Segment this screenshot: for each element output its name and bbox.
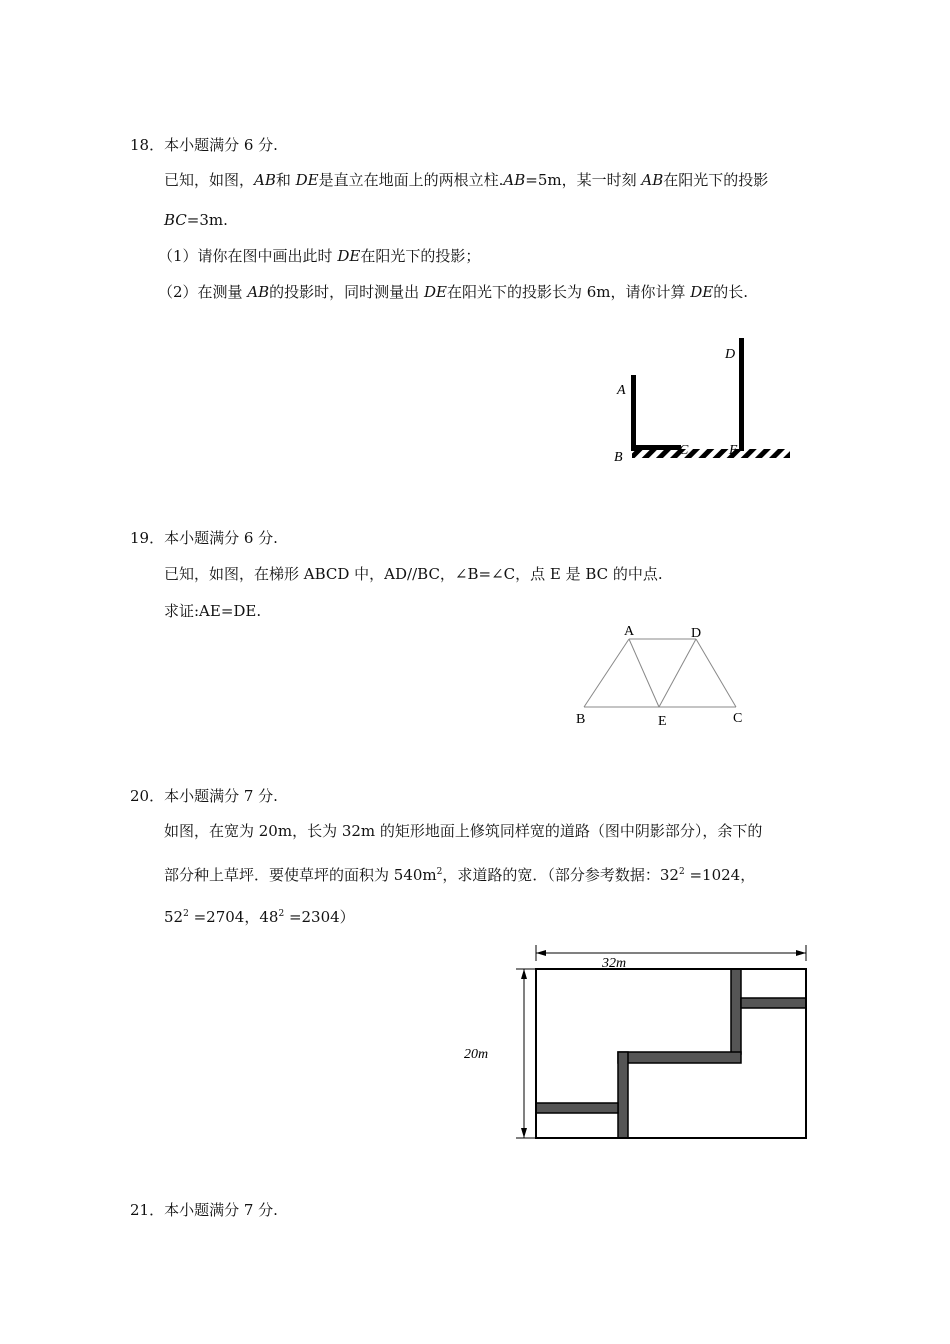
q18-header: 18．本小题满分 6 分. xyxy=(130,136,278,154)
label-a: A xyxy=(624,624,635,639)
label-d: D xyxy=(725,347,736,362)
post-ab xyxy=(631,375,636,451)
q20-figure xyxy=(450,935,820,1145)
label-e: E xyxy=(658,714,667,729)
q18-line1: 已知，如图，AB和 DE是直立在地面上的两根立柱.AB=5m，某一时刻 AB在阳光下的投影 xyxy=(164,171,769,189)
post-de xyxy=(739,338,744,451)
label-a: A xyxy=(617,383,626,398)
q18-figure xyxy=(600,330,810,470)
ground-hatch xyxy=(632,449,790,458)
q20-line1: 如图，在宽为 20m，长为 32m 的矩形地面上修筑同样宽的道路（图中阴影部分），余下的 xyxy=(164,822,763,840)
q19-prove: 求证:AE=DE. xyxy=(164,602,262,620)
label-width: 20m xyxy=(464,1047,489,1062)
q18-item2: （2）在测量 AB的投影时，同时测量出 DE在阳光下的投影长为 6m，请你计算 DE的长. xyxy=(158,283,749,301)
label-e: E xyxy=(729,443,738,458)
q20-line3: $52^2 =2704$，$48^2 =2304$） xyxy=(164,908,355,926)
label-c: C xyxy=(679,443,689,458)
label-b: B xyxy=(576,712,586,727)
shadow-bc xyxy=(631,445,681,450)
label-b: B xyxy=(614,450,623,465)
q18-item1: （1）请你在图中画出此时 DE在阳光下的投影； xyxy=(158,247,481,265)
q20-line2: 部分种上草坪．要使草坪的面积为 $540m^2$，求道路的宽．（部分参考数据：$32^2 =1024$， xyxy=(164,866,756,884)
q19-header: 19．本小题满分 6 分. xyxy=(130,529,278,547)
q18-line2: BC=3m. xyxy=(164,211,228,229)
label-d: D xyxy=(691,626,702,641)
q20-header: 20．本小题满分 7 分. xyxy=(130,787,278,805)
q19-figure xyxy=(570,620,760,730)
label-c: C xyxy=(733,711,743,726)
q21-header: 21．本小题满分 7 分. xyxy=(130,1201,278,1219)
label-length: 32m xyxy=(602,956,627,971)
q19-given: 已知，如图，在梯形 ABCD 中，AD//BC，∠B=∠C，点 E 是 BC 的中点. xyxy=(164,565,663,583)
